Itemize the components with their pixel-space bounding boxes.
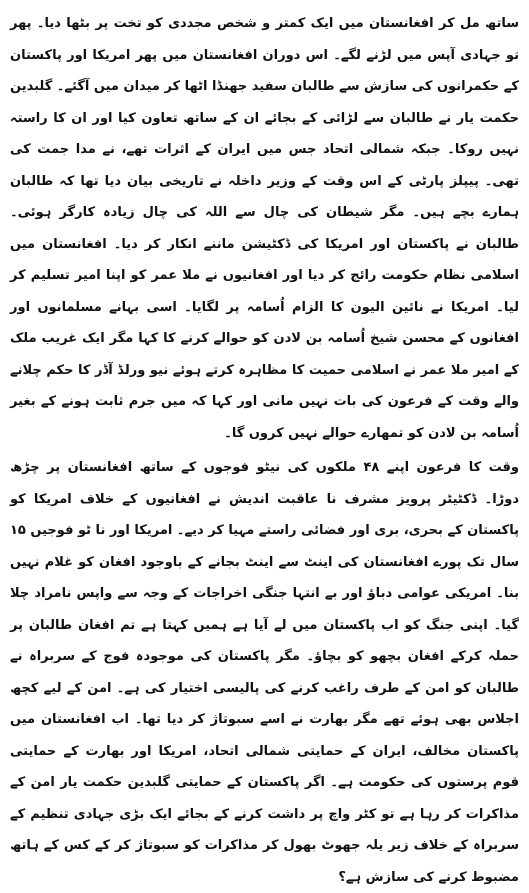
- paragraph-1: ساتھ مل کر افغانستان میں ایک کمتر و شخص مجددی کو تخت پر بٹھا دیا۔ پھر تو جہادی آپس میں لڑنے لگے۔ اس دوران افغانستان میں پھر امریکا اور پاکستان کے حکمرانوں کی سازش سے طالبان سفید جھنڈا اٹھا کر میدان میں آگئے۔ گلبدین حکمت یار نے طالبان سے لڑائی کے بجائے ان کے ساتھ تعاون کیا اور ان کا راستہ نہیں روکا۔ جبکہ شمالی اتحاد جس میں ایران کے اثرات تھے، نے مدا جمت کی تھی۔ پیپلز پارٹی کے اس وقت کے وزیر داخلہ نے تاریخی بیان دیا تھا کہ طالبان ہمارے بچے ہیں۔ مگر شیطان کی چال سے اللہ کی چال زیادہ کارگر ہوئی۔ طالبان نے پاکستان اور امریکا کی ڈکٹیشن ماننے انکار کر دیا۔ افغانستان میں اسلامی نظام حکومت رائج کر دیا اور افغانیوں نے ملا عمر کو اپنا امیر تسلیم کر لیا۔ امریکا نے نائین الیون کا الزام اُسامہ پر لگایا۔ اسی بہانے مسلمانوں اور افغانوں کے محسن شیخ اُسامہ بن لادن کو حوالے کرنے کا کہا مگر ایک غریب ملک کے امیر ملا عمر نے اسلامی حمیت کا مظاہرہ کرتے ہوئے نیو ورلڈ آڈر کا حکم چلانے والے وقت کے فرعون کی بات نہیں مانی اور کہا کہ میں جرم ثابت ہونے کے بغیر اُسامہ بن لادن کو تمھارے حوالے نہیں کروں گا۔: [10, 16, 519, 441]
- paragraph-2: وقت کا فرعون اپنے ۴۸ ملکوں کی نیٹو فوجوں کے ساتھ افغانستان پر چڑھ دوڑا۔ ڈکٹیٹر پرویز مشرف نا عاقبت اندیش نے افغانیوں کے خلاف امریکا کو پاکستان کے بحری، بری اور فضائی راستے مہیا کر دیے۔ امریکا اور نا ٹو فوجیں ۱۵ سال تک پورے افغانستان کی اینٹ سے اینٹ بجانے کے باوجود افغان کو غلام نہیں بنا۔ امریکی عوامی دباؤ اور بے انتہا جنگی اخراجات کے وجہ سے واپس نامراد چلا گیا۔ اپنی جنگ کو اب پاکستان میں لے آیا ہے ہمیں کہتا ہے تم افغان طالبان پر حملہ کرکے افغان بچھو کو بچاؤ۔ مگر پاکستان کی موجودہ فوج کے سربراہ نے طالبان کو امن کے طرف راغب کرنے کی پالیسی اختیار کی ہے۔ امن کے لیے کچھ اجلاس بھی ہوئے تھے مگر بھارت نے اسے سبوتاژ کر دیا تھا۔ اب افغانستان میں پاکستان مخالف، ایران کے حمایتی شمالی اتحاد، امریکا اور بھارت کے حمایتی قوم پرستوں کی حکومت ہے۔ اگر پاکستان کے حمایتی گلبدین حکمت یار امن کے مذاکرات کر رہا ہے تو کٹر واچ پر داشت کرنے کے بجائے ایک بڑی جہادی تنظیم کے سربراہ کے خلاف زیر یلہ جھوٹ بھول کر مذاکرات کو سبوتاژ کر کے کس کے ہاتھ مضبوط کرنے کی سازش ہے؟: [10, 460, 519, 885]
